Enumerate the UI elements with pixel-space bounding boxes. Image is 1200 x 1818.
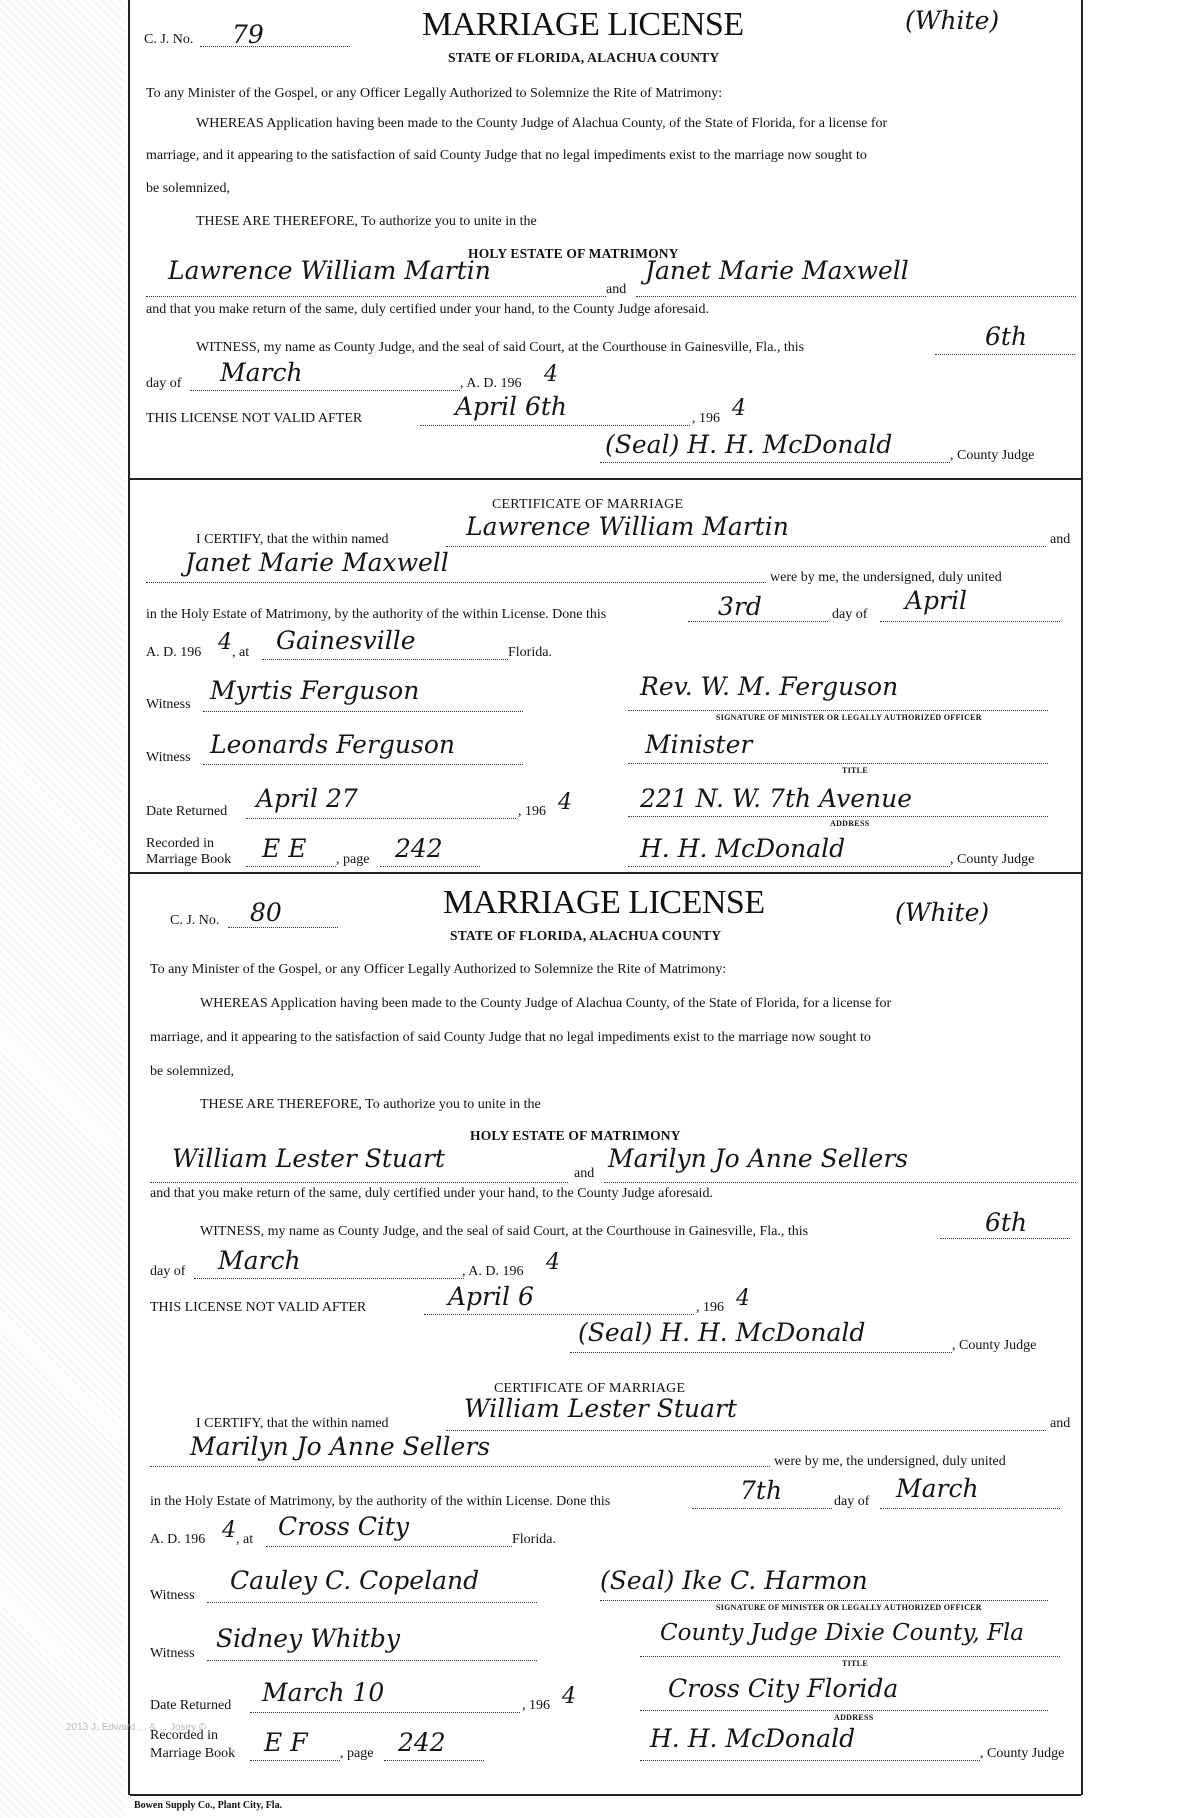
done-day-of: day of (832, 607, 868, 622)
witness1-label: Witness (146, 697, 191, 712)
book-page: 242 (395, 834, 443, 863)
officer-sig-line (628, 710, 1048, 711)
witness-line: WITNESS, my name as County Judge, and the seal of said Court, at the Courthouse in Gainesville, Fla., this (196, 340, 805, 355)
witness2-line (203, 764, 523, 765)
officer-title: County Judge Dixie County, Fla (660, 1620, 1024, 1646)
cert-ad-year: 4 (222, 1518, 236, 1543)
not-valid-date: April 6th (455, 392, 567, 421)
copyright-watermark: 2013 J. Edward ... & ... Josey © (66, 1722, 207, 1733)
place-line (262, 659, 508, 660)
cert-groom-name: William Lester Stuart (464, 1394, 737, 1423)
officer-address: Cross City Florida (668, 1674, 899, 1703)
not-valid-year: 4 (736, 1286, 750, 1311)
title-caption: TITLE (842, 766, 868, 775)
done-day-line (688, 621, 828, 622)
page-line (380, 866, 480, 867)
ad-label: , A. D. 196 (462, 1264, 524, 1279)
whereas-line-1: WHEREAS Application having been made to the County Judge of Alachua County, of the State of Florida, for a license for (200, 996, 892, 1011)
done-day: 3rd (718, 592, 762, 621)
cj-number: 79 (232, 20, 264, 49)
address-line: To any Minister of the Gospel, or any Officer Legally Authorized to Solemnize the Rite of Matrimony: (146, 86, 723, 101)
cert-county-judge-label: , County Judge (980, 1746, 1065, 1761)
return-line: and that you make return of the same, duly certified under your hand, to the County Judge aforesaid. (146, 302, 709, 317)
cert-ad-label: A. D. 196 (150, 1532, 206, 1547)
whereas-line-3: be solemnized, (150, 1064, 234, 1079)
certificate-title: CERTIFICATE OF MARRIAGE (494, 1381, 686, 1396)
marriage-place: Cross City (278, 1512, 410, 1541)
officer-address-line (628, 816, 1048, 817)
returned-year-prefix: , 196 (522, 1698, 550, 1713)
day-line (940, 1238, 1070, 1239)
marriage-place: Gainesville (276, 626, 416, 655)
cert-judge-line (640, 1760, 980, 1761)
officer-signature: Rev. W. M. Ferguson (640, 672, 899, 701)
cert-and-word: and (1050, 1416, 1071, 1431)
certificate-title: CERTIFICATE OF MARRIAGE (492, 497, 684, 512)
judge-line (600, 462, 950, 463)
page-line (384, 1760, 484, 1761)
bride-name: Janet Marie Maxwell (645, 256, 909, 285)
bride-line (604, 1182, 1076, 1183)
cert-groom-line (446, 546, 1046, 547)
witness1-name: Myrtis Ferguson (210, 676, 420, 705)
officer-title: Minister (645, 730, 753, 759)
license-title: MARRIAGE LICENSE (443, 884, 765, 921)
cert-bride-line (150, 1466, 770, 1467)
florida-label: Florida. (508, 645, 552, 660)
section-divider (130, 478, 1081, 480)
cert-ad-year: 4 (218, 630, 232, 655)
judge-signature: (Seal) H. H. McDonald (605, 430, 893, 459)
bride-name: Marilyn Jo Anne Sellers (608, 1144, 909, 1173)
done-month-line (880, 621, 1060, 622)
address-caption: ADDRESS (830, 819, 870, 828)
not-valid-label: THIS LICENSE NOT VALID AFTER (146, 411, 363, 426)
returned-year: 4 (562, 1684, 576, 1709)
judge-signature: (Seal) H. H. McDonald (578, 1318, 866, 1347)
whereas-line-1: WHEREAS Application having been made to the County Judge of Alachua County, of the State of Florida, for a license for (196, 116, 888, 131)
officer-signature: (Seal) Ike C. Harmon (600, 1566, 868, 1595)
not-valid-label: THIS LICENSE NOT VALID AFTER (150, 1300, 367, 1315)
holy-line: in the Holy Estate of Matrimony, by the authority of the within License. Done this (146, 607, 607, 622)
done-month-line (880, 1508, 1060, 1509)
marriage-book: E E (262, 834, 307, 863)
page-label: , page (340, 1746, 374, 1761)
done-day-line (692, 1508, 832, 1509)
license-month: March (218, 1246, 301, 1275)
license-subtitle: STATE OF FLORIDA, ALACHUA COUNTY (450, 928, 722, 943)
month-line (194, 1278, 464, 1279)
cert-groom-line (446, 1430, 1046, 1431)
certify-label: I CERTIFY, that the within named (196, 1416, 389, 1431)
holy-estate-heading: HOLY ESTATE OF MATRIMONY (468, 246, 679, 261)
returned-year-prefix: , 196 (518, 804, 546, 819)
sig-caption: SIGNATURE OF MINISTER OR LEGALLY AUTHORIZED OFFICER (716, 1603, 982, 1612)
recorded-label-1: Recorded in (150, 1728, 219, 1743)
not-valid-line (420, 425, 690, 426)
ad-label: , A. D. 196 (460, 376, 522, 391)
done-day-of: day of (834, 1494, 870, 1509)
date-returned-line (246, 818, 516, 819)
done-month: March (896, 1474, 979, 1503)
marriage-book: E F (264, 1728, 308, 1757)
united-text: were by me, the undersigned, duly united (770, 570, 1002, 585)
holy-line: in the Holy Estate of Matrimony, by the authority of the within License. Done this (150, 1494, 611, 1509)
title-caption: TITLE (842, 1659, 868, 1668)
recorded-label-2: Marriage Book (146, 852, 232, 867)
witness2-line (207, 1660, 537, 1661)
cert-county-judge-label: , County Judge (950, 852, 1035, 867)
officer-title-line (628, 763, 1048, 764)
whereas-line-2: marriage, and it appearing to the satisfaction of said County Judge that no legal impediments exist to the marriage now sought to (150, 1030, 871, 1045)
officer-title-line (640, 1656, 1060, 1657)
cj-line (200, 46, 350, 47)
witness1-line (203, 711, 523, 712)
book-line (250, 1760, 340, 1761)
printer-credit: Bowen Supply Co., Plant City, Fla. (134, 1800, 283, 1811)
date-returned: March 10 (262, 1678, 385, 1707)
holy-estate-heading: HOLY ESTATE OF MATRIMONY (470, 1128, 681, 1143)
license-year: 4 (544, 362, 558, 387)
scan-margin-texture (0, 0, 125, 1818)
sig-caption: SIGNATURE OF MINISTER OR LEGALLY AUTHORIZED OFFICER (716, 713, 982, 722)
groom-name: Lawrence William Martin (168, 256, 491, 285)
officer-address: 221 N. W. 7th Avenue (640, 784, 913, 813)
witness2-name: Sidney Whitby (216, 1624, 401, 1653)
not-valid-date: April 6 (448, 1282, 534, 1311)
book-page: 242 (398, 1728, 446, 1757)
return-line: and that you make return of the same, duly certified under your hand, to the County Judge aforesaid. (150, 1186, 713, 1201)
race-annotation: (White) (895, 898, 990, 927)
cert-judge-signature: H. H. McDonald (650, 1724, 856, 1753)
not-valid-line (424, 1314, 694, 1315)
day-of-label: day of (146, 376, 182, 391)
page-label: , page (336, 852, 370, 867)
whereas-line-2: marriage, and it appearing to the satisfaction of said County Judge that no legal impediments exist to the marriage now sought to (146, 148, 867, 163)
officer-address-line (640, 1710, 1048, 1711)
license-year: 4 (546, 1250, 560, 1275)
cj-label: C. J. No. (170, 913, 220, 928)
returned-year: 4 (558, 790, 572, 815)
cert-at-label: , at (232, 645, 250, 660)
therefore-line: THESE ARE THEREFORE, To authorize you to unite in the (200, 1097, 541, 1112)
witness2-name: Leonards Ferguson (210, 730, 455, 759)
address-caption: ADDRESS (834, 1713, 874, 1722)
bottom-border (130, 1794, 1081, 1796)
place-line (266, 1546, 512, 1547)
judge-line (570, 1352, 952, 1353)
day-of-label: day of (150, 1264, 186, 1279)
witness2-label: Witness (146, 750, 191, 765)
cert-bride-line (146, 582, 766, 583)
groom-line (146, 296, 606, 297)
not-valid-year-prefix: , 196 (696, 1300, 724, 1315)
witness2-label: Witness (150, 1646, 195, 1661)
witness1-name: Cauley C. Copeland (230, 1566, 480, 1595)
witness1-line (207, 1602, 537, 1603)
date-returned-line (250, 1712, 520, 1713)
date-returned-label: Date Returned (150, 1698, 232, 1713)
month-line (190, 390, 460, 391)
cert-bride-name: Marilyn Jo Anne Sellers (190, 1432, 491, 1461)
done-month: April (905, 586, 967, 615)
witness-line: WITNESS, my name as County Judge, and the seal of said Court, at the Courthouse in Gainesville, Fla., this (200, 1224, 809, 1239)
witness1-label: Witness (150, 1588, 195, 1603)
united-text: were by me, the undersigned, duly united (774, 1454, 1006, 1469)
license-month: March (220, 358, 303, 387)
groom-line (150, 1182, 568, 1183)
not-valid-year: 4 (732, 396, 746, 421)
bride-line (636, 296, 1076, 297)
license-day: 6th (985, 322, 1028, 351)
groom-name: William Lester Stuart (172, 1144, 445, 1173)
cj-label: C. J. No. (144, 32, 194, 47)
day-line (935, 354, 1075, 355)
and-word: and (574, 1166, 595, 1181)
license-title: MARRIAGE LICENSE (422, 6, 744, 43)
book-line (246, 866, 336, 867)
county-judge-label: , County Judge (952, 1338, 1037, 1353)
cj-number: 80 (250, 898, 282, 927)
race-annotation: (White) (905, 6, 1000, 35)
cert-ad-label: A. D. 196 (146, 645, 202, 660)
cert-at-label: , at (236, 1532, 254, 1547)
record-divider (130, 872, 1081, 874)
done-day: 7th (740, 1476, 783, 1505)
cert-judge-line (628, 866, 950, 867)
recorded-label-1: Recorded in (146, 836, 215, 851)
not-valid-year-prefix: , 196 (692, 411, 720, 426)
florida-label: Florida. (512, 1532, 556, 1547)
cert-judge-signature: H. H. McDonald (640, 834, 846, 863)
county-judge-label: , County Judge (950, 448, 1035, 463)
cert-and-word: and (1050, 532, 1071, 547)
officer-sig-line (600, 1600, 1048, 1601)
recorded-label-2: Marriage Book (150, 1746, 236, 1761)
cj-line (228, 927, 338, 928)
and-word: and (606, 282, 627, 297)
license-subtitle: STATE OF FLORIDA, ALACHUA COUNTY (448, 50, 720, 65)
date-returned: April 27 (256, 784, 358, 813)
certify-label: I CERTIFY, that the within named (196, 532, 389, 547)
therefore-line: THESE ARE THEREFORE, To authorize you to unite in the (196, 214, 537, 229)
cert-bride-name: Janet Marie Maxwell (185, 548, 449, 577)
date-returned-label: Date Returned (146, 804, 228, 819)
license-day: 6th (985, 1208, 1028, 1237)
whereas-line-3: be solemnized, (146, 181, 230, 196)
cert-groom-name: Lawrence William Martin (466, 512, 789, 541)
address-line: To any Minister of the Gospel, or any Officer Legally Authorized to Solemnize the Rite of Matrimony: (150, 962, 727, 977)
